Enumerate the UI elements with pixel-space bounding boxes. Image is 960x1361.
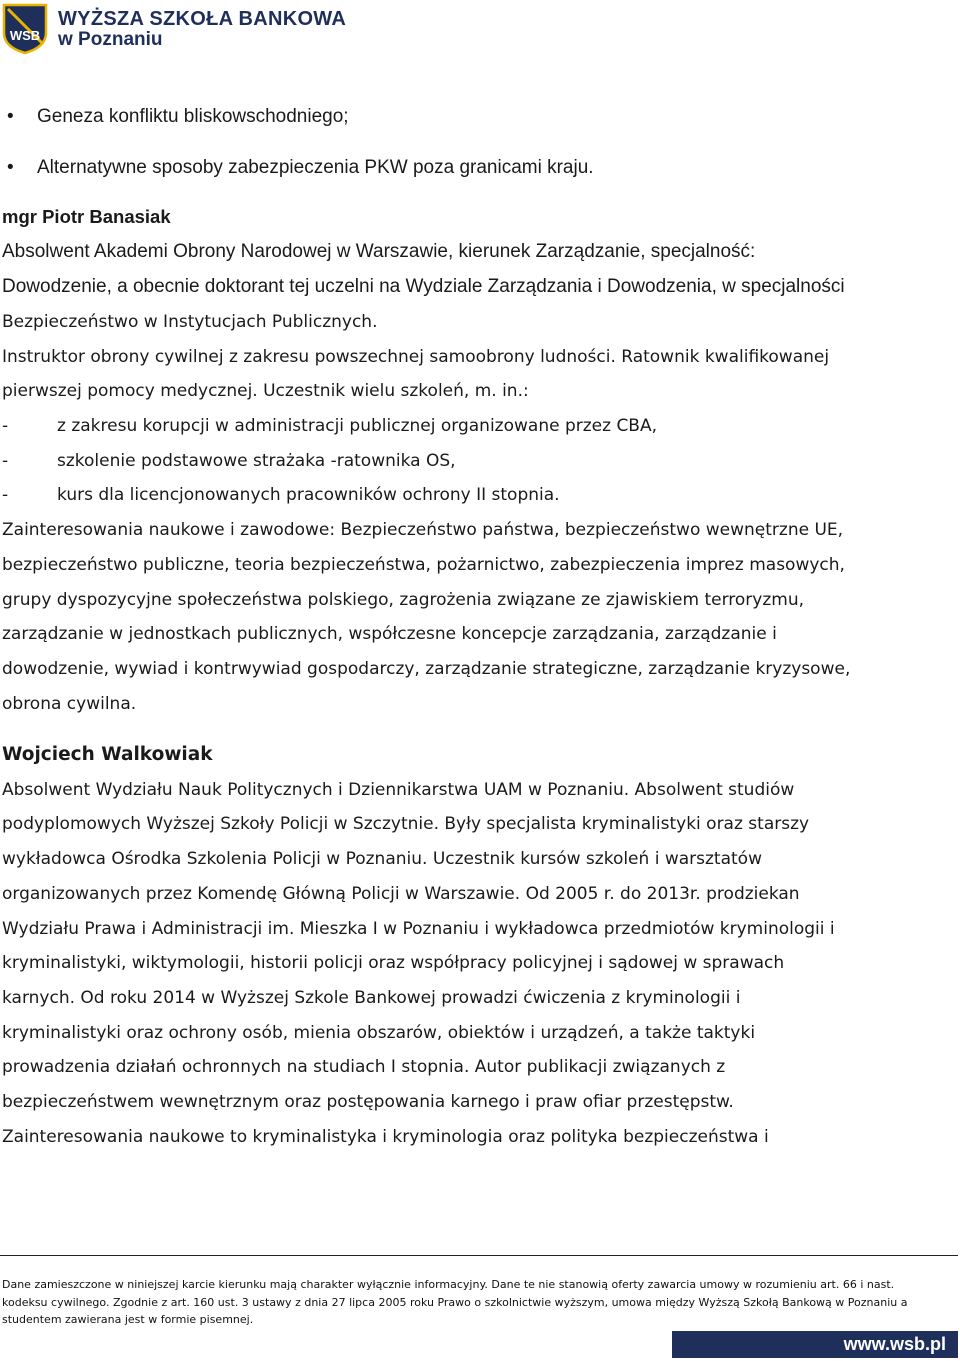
- person1-interests-line: grupy dyspozycyjne społeczeństwa polskiego, zagrożenia związane ze zjawiskiem terroryzmu,: [2, 589, 805, 610]
- wsb-logo[interactable]: [2, 2, 346, 56]
- person1-body-line: Instruktor obrony cywilnej z zakresu powszechnej samoobrony ludności. Ratownik kwalifikowanej: [2, 346, 830, 367]
- logo-line1: WYŻSZA SZKOŁA BANKOWA: [58, 7, 347, 30]
- person1-interests-line: bezpieczeństwo publiczne, teoria bezpieczeństwa, pożarnictwo, zabezpieczenia imprez masowych,: [2, 554, 845, 575]
- website-link[interactable]: www.wsb.pl: [672, 1331, 958, 1358]
- person2-bio-line: Wydziału Prawa i Administracji im. Mieszka I w Poznaniu i wykładowca przedmiotów kryminologii i: [2, 918, 835, 939]
- footer-divider: [0, 1255, 958, 1256]
- logo-line2: w Poznaniu: [58, 28, 163, 50]
- person2-bio-line: organizowanych przez Komendę Główną Policji w Warszawie. Od 2005 r. do 2013r. prodziekan: [2, 883, 800, 904]
- disclaimer-line: Dane zamieszczone w niniejszej karcie kierunku mają charakter wyłącznie informacyjny. Dane te nie stanowią oferty zawarcia umowy w rozumieniu art. 66 i nast.: [2, 1278, 895, 1291]
- course-item: - szkolenie podstawowe strażaka -ratownika OS,: [2, 444, 850, 479]
- person2-bio-line: podyplomowych Wyższej Szkoły Policji w Szczytnie. Były specjalista kryminalistyki oraz starszy: [2, 814, 810, 835]
- person2-bio-line: Zainteresowania naukowe to kryminalistyka i kryminologia oraz polityka bezpieczeństwa i: [2, 1126, 769, 1147]
- list-item-text: Geneza konfliktu bliskowschodniego;: [37, 106, 349, 127]
- person1-body: [2, 305, 850, 721]
- course-text: szkolenie podstawowe strażaka -ratownika OS,: [57, 450, 456, 471]
- course-item: - z zakresu korupcji w administracji publicznej organizowane przez CBA,: [2, 409, 850, 444]
- course-text: kurs dla licencjonowanych pracowników ochrony II stopnia.: [57, 485, 560, 506]
- person2-name: Wojciech Walkowiak: [2, 744, 213, 765]
- person1-interests-line: dowodzenie, wywiad i kontrwywiad gospodarczy, zarządzanie strategiczne, zarządzanie kryzysowe,: [2, 658, 851, 679]
- wsb-shield-icon: [2, 3, 48, 55]
- bullet-icon: •: [7, 106, 14, 127]
- person1-interests-line: zarządzanie w jednostkach publicznych, współczesne koncepcje zarządzania, zarządzanie i: [2, 624, 777, 645]
- person2-bio-line: Absolwent Wydziału Nauk Politycznych i Dziennikarstwa UAM w Poznaniu. Absolwent studiów: [2, 779, 795, 800]
- person1-bio-line: Dowodzenie, a obecnie doktorant tej uczelni na Wydziale Zarządzania i Dowodzenia, w specjalności: [2, 276, 845, 297]
- list-item-text: Alternatywne sposoby zabezpieczenia PKW poza granicami kraju.: [37, 157, 594, 178]
- person2-bio-line: wykładowca Ośrodka Szkolenia Policji w Poznaniu. Uczestnik kursów szkoleń i warsztatów: [2, 849, 762, 870]
- person1-interests-line: Zainteresowania naukowe i zawodowe: Bezpieczeństwo państwa, bezpieczeństwo wewnętrzne UE,: [2, 520, 844, 541]
- person2-bio-line: karnych. Od roku 2014 w Wyższej Szkole Bankowej prowadzi ćwiczenia z kryminologii i: [2, 987, 741, 1008]
- person1-name: mgr Piotr Banasiak: [2, 206, 171, 227]
- disclaimer-line: kodeksu cywilnego. Zgodnie z art. 160 ust. 3 ustawy z dnia 27 lipca 2005 roku Prawo o szkolnictwie wyższym, umowa między Wyższą Szkołą Bankową w Poznaniu a: [2, 1295, 908, 1309]
- person1-body-line: Bezpieczeństwo w Instytucjach Publicznych.: [2, 312, 378, 332]
- person2-bio-line: kryminalistyki, wiktymologii, historii policji oraz współpracy policyjnej i sądowej w sprawach: [2, 953, 785, 974]
- person2-bio-line: kryminalistyki oraz ochrony osób, mienia obszarów, obiektów i urządzeń, a także taktyki: [2, 1022, 756, 1043]
- person1-bio-line: Absolwent Akademi Obrony Narodowej w Warszawie, kierunek Zarządzanie, specjalność:: [2, 241, 756, 262]
- person1-interests-line: obrona cywilna.: [2, 693, 137, 714]
- logo-text: [58, 9, 346, 50]
- footer-disclaimer: [2, 1276, 952, 1329]
- course-text: z zakresu korupcji w administracji publicznej organizowane przez CBA,: [57, 416, 658, 437]
- disclaimer-line: studentem zawierana jest w formie pisemnej.: [2, 1313, 254, 1326]
- logo-abbr: WSB: [9, 28, 41, 43]
- bullet-icon: •: [7, 157, 14, 178]
- person2-bio-line: prowadzenia działań ochronnych na studiach I stopnia. Autor publikacji związanych z: [2, 1057, 726, 1078]
- course-item: - kurs dla licencjonowanych pracowników ochrony II stopnia.: [2, 478, 850, 513]
- person2-section: [2, 738, 835, 1154]
- person2-bio-line: bezpieczeństwem wewnętrznym oraz postępowania karnego i praw ofiar przestępstw.: [2, 1092, 734, 1113]
- person1-body-line: pierwszej pomocy medycznej. Uczestnik wielu szkoleń, m. in.:: [2, 381, 529, 402]
- person1-section: [2, 199, 845, 304]
